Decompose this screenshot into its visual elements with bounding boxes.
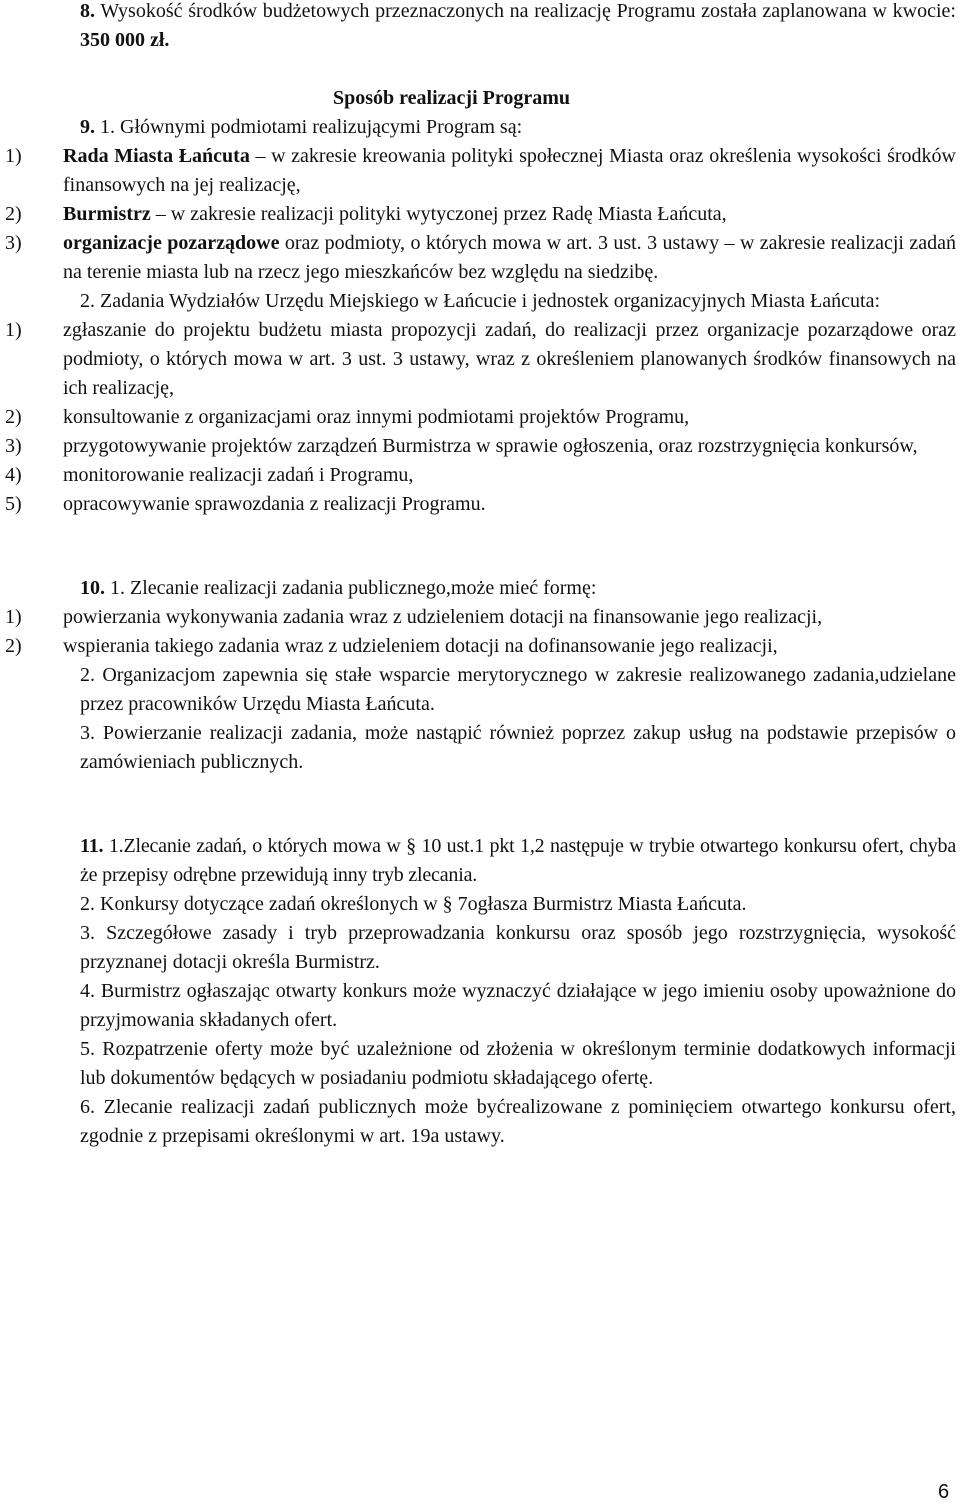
section-11-paragraph-3: 3. Szczegółowe zasady i tryb przeprowadzania konkursu oraz sposób jego rozstrzygnięcia, wysokość przyznanej dotacji określa Burmistrz.: [80, 922, 956, 973]
section-11-paragraph-6: 6. Zlecanie realizacji zadań publicznych może byćrealizowane z pominięciem otwartego konkursu ofert, zgodnie z przepisami określonymi w art. 19a ustawy.: [80, 1096, 956, 1147]
list-item: 2) konsultowanie z organizacjami oraz innymi podmiotami projektów Programu,: [5, 406, 690, 428]
budget-amount: 350 000 zł.: [80, 29, 170, 51]
section-10-paragraph-2: 2. Organizacjom zapewnia się stałe wsparcie merytorycznego w zakresie realizowanego zadania,udzielane przez pracowników Urzędu Miasta Łańcuta.: [80, 664, 956, 715]
list-item: 5) opracowywanie sprawozdania z realizacji Programu.: [5, 493, 486, 515]
list-item: 2) wspierania takiego zadania wraz z udzieleniem dotacji na dofinansowanie jego realizacji,: [5, 635, 778, 657]
section-11-paragraph-2: 2. Konkursy dotyczące zadań określonych w § 7ogłasza Burmistrz Miasta Łańcuta.: [80, 893, 747, 915]
section-8-number: 8.: [80, 0, 95, 22]
page-number: 6: [938, 1481, 950, 1503]
section-8-text: Wysokość środków budżetowych przeznaczonych na realizację Programu została zaplanowana w kwocie:: [95, 0, 956, 22]
section-11-paragraph-1: 11. 1.Zlecanie zadań, o których mowa w § 10 ust.1 pkt 1,2 następuje w trybie otwartego konkursu ofert, chyba że przepisy odrębne przewidują inny tryb zlecania.: [80, 835, 956, 886]
section-9-intro: 9. 1. Głównymi podmiotami realizującymi Program są:: [80, 116, 523, 138]
list-item: 1) Rada Miasta Łańcuta – w zakresie kreowania polityki społecznej Miasta oraz określenia wysokości środków finansowych na jej realizację,: [5, 145, 956, 196]
section-10-intro: 10. 1. Zlecanie realizacji zadania publicznego,może mieć formę:: [80, 577, 597, 599]
section-9-paragraph-2: 2. Zadania Wydziałów Urzędu Miejskiego w Łańcucie i jednostek organizacyjnych Miasta Łańcuta:: [80, 290, 880, 312]
section-11-paragraph-4: 4. Burmistrz ogłaszając otwarty konkurs może wyznaczyć działające w jego imieniu osoby upoważnione do przyjmowania składanych ofert.: [80, 980, 956, 1031]
document-page: [5, 0, 956, 1151]
section-10-number: 10.: [80, 577, 105, 599]
section-11-number: 11.: [80, 835, 104, 857]
list-item: 2) Burmistrz – w zakresie realizacji polityki wytyczonej przez Radę Miasta Łańcuta,: [5, 203, 727, 225]
section-11-paragraph-5: 5. Rozpatrzenie oferty może być uzależnione od złożenia w określonym terminie dodatkowych informacji lub dokumentów będących w posiadaniu podmiotu składającego ofertę.: [80, 1038, 956, 1089]
section-heading: Sposób realizacji Programu: [333, 87, 571, 109]
list-item: 1) zgłaszanie do projektu budżetu miasta propozycji zadań, do realizacji przez organizacje pozarządowe oraz podmioty, o których mowa w art. 3 ust. 3 ustawy, wraz z określeniem planowanych środków finansowych na ich realizację,: [5, 319, 956, 399]
section-10-paragraph-3: 3. Powierzanie realizacji zadania, może nastąpić również poprzez zakup usług na podstawie przepisów o zamówieniach publicznych.: [80, 722, 956, 773]
section-8-paragraph: [5, 0, 956, 55]
list-item: 3) przygotowywanie projektów zarządzeń Burmistrza w sprawie ogłoszenia, oraz rozstrzygnięcia konkursów,: [5, 435, 918, 457]
list-item: 3) organizacje pozarządowe oraz podmioty, o których mowa w art. 3 ust. 3 ustawy – w zakresie realizacji zadań na terenie miasta lub na rzecz jego mieszkańców bez względu na siedzibę.: [5, 232, 956, 283]
list-item: 1) powierzania wykonywania zadania wraz z udzieleniem dotacji na finansowanie jego realizacji,: [5, 606, 823, 628]
list-item: 4) monitorowanie realizacji zadań i Programu,: [5, 464, 414, 486]
section-9-number: 9.: [80, 116, 95, 138]
